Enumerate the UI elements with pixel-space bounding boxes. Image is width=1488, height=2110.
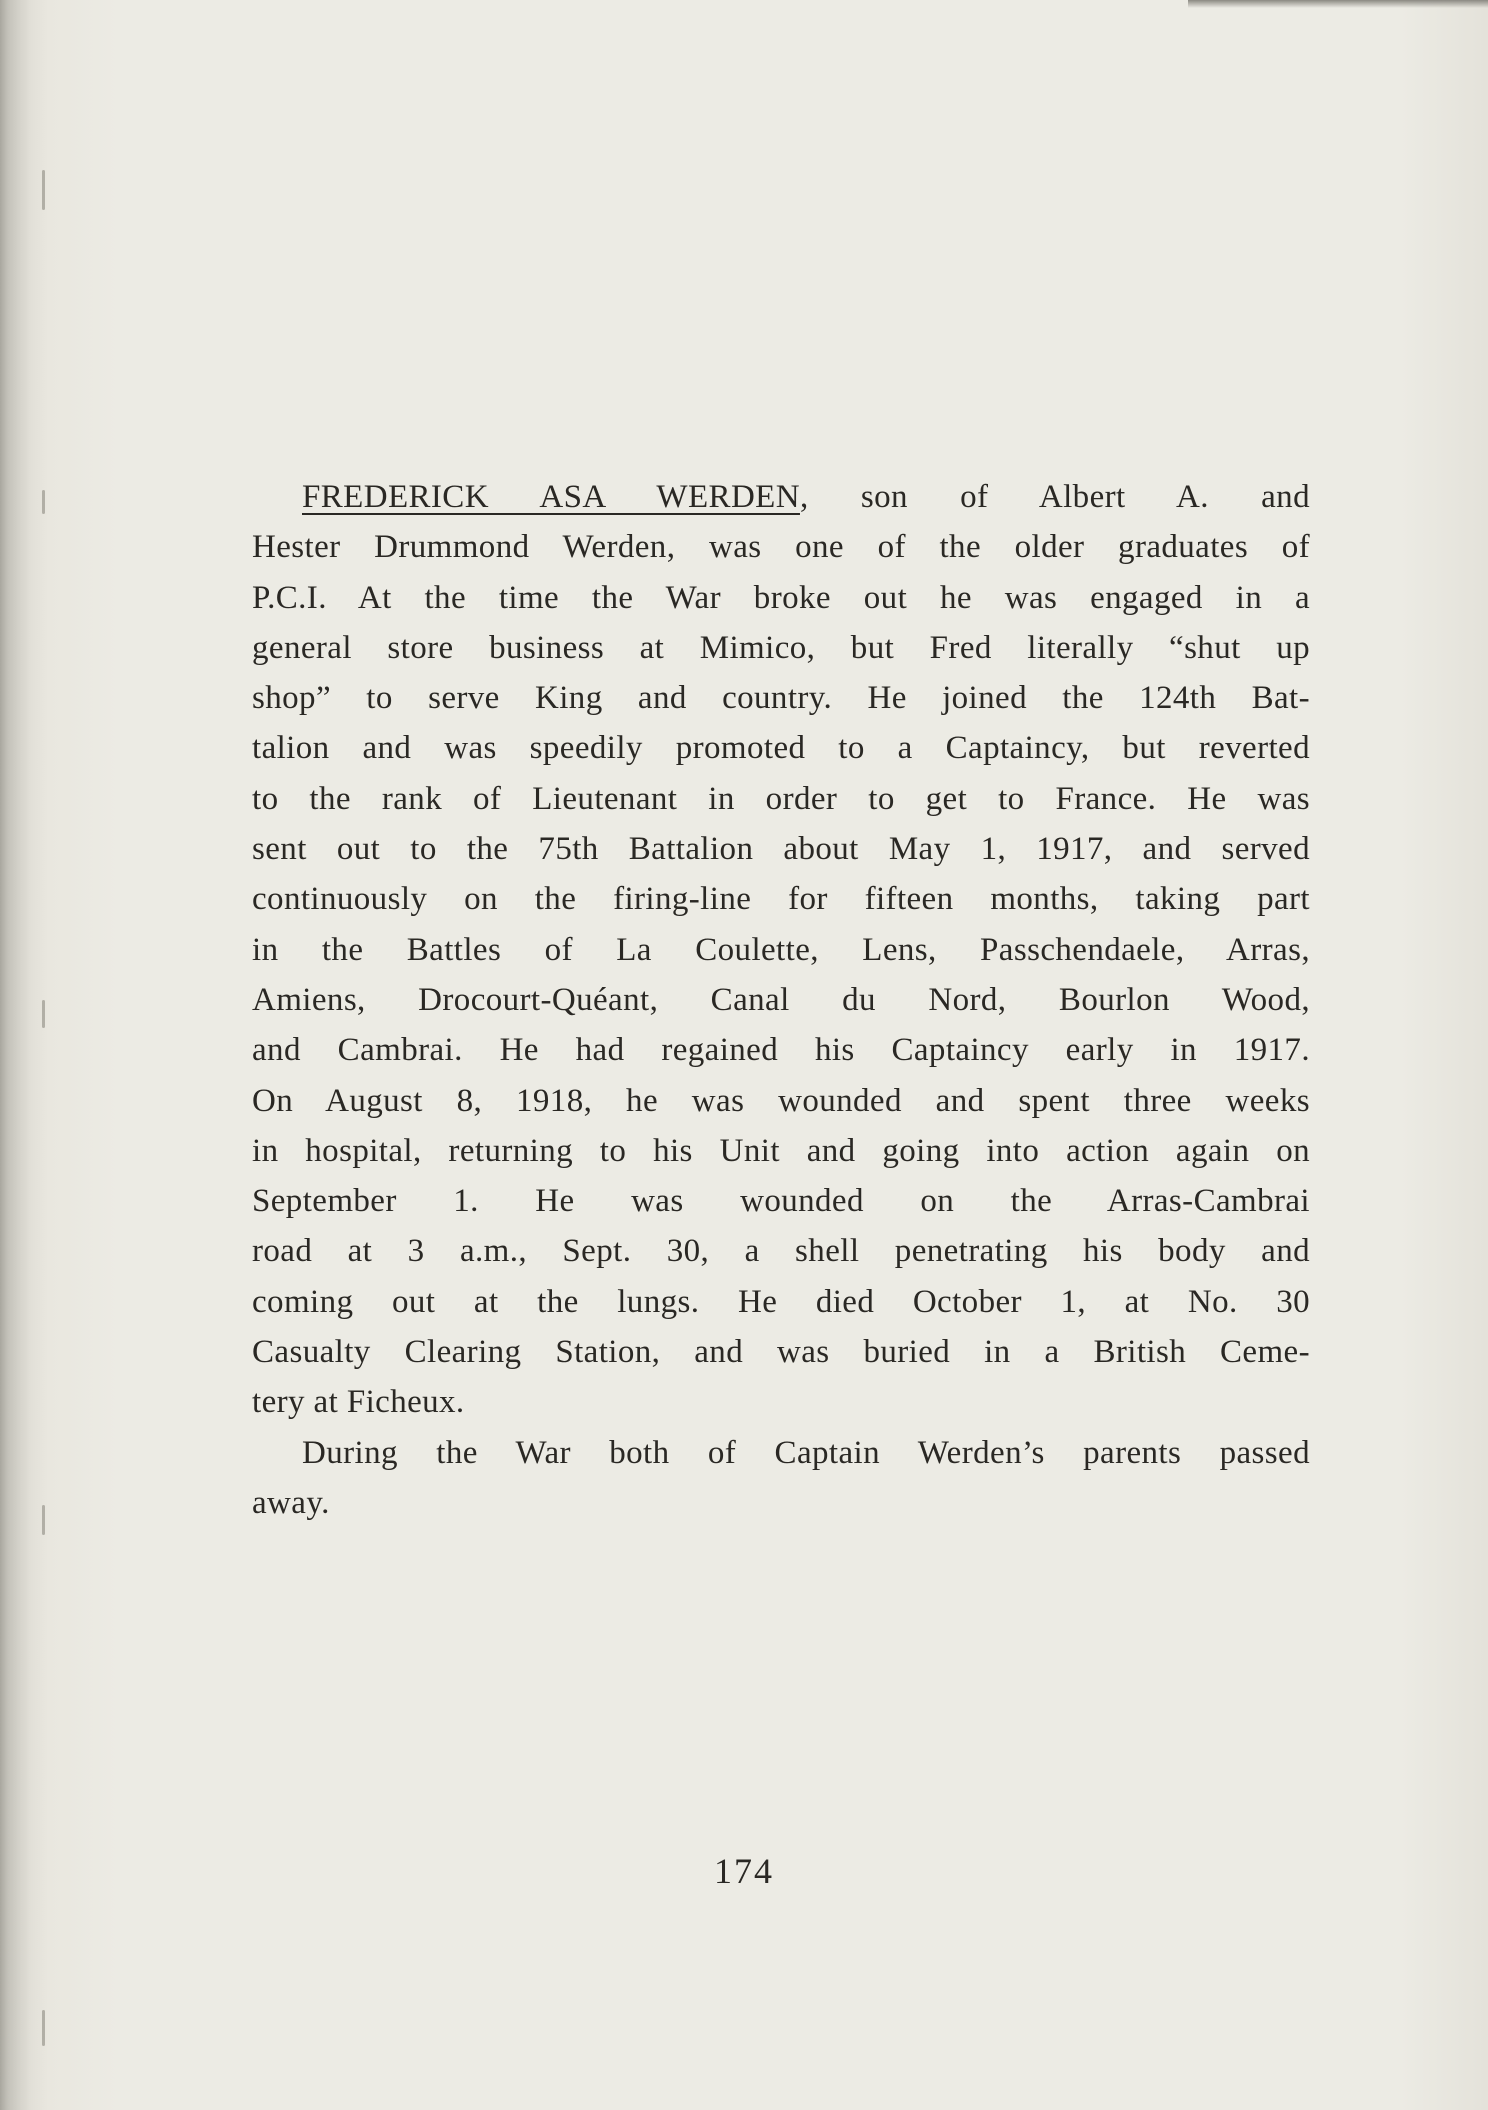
text-line: sent out to the 75th Battalion about May 1, 1917, and served	[252, 831, 1310, 868]
binding-stitch-mark	[42, 490, 45, 514]
binding-stitch-mark	[42, 170, 45, 210]
text-line: general store business at Mimico, but Fred literally “shut up	[252, 629, 1310, 666]
text-line: Hester Drummond Werden, was one of the older graduates of	[252, 529, 1310, 566]
text-line: Amiens, Drocourt-Quéant, Canal du Nord, Bourlon Wood,	[252, 981, 1310, 1018]
text-line: September 1. He was wounded on the Arras-Cambrai	[252, 1183, 1310, 1220]
text-line: tery at Ficheux.	[252, 1384, 465, 1421]
text-line: On August 8, 1918, he was wounded and spent three weeks	[252, 1082, 1310, 1119]
text-line: During the War both of Captain Werden’s parents passed	[302, 1434, 1310, 1471]
paragraph-parents	[252, 1428, 1310, 1529]
person-name: FREDERICK ASA WERDEN	[302, 479, 800, 515]
text-line: away.	[252, 1484, 330, 1521]
page-number: 174	[714, 1851, 774, 1891]
binding-stitch-mark	[42, 2010, 45, 2046]
text-line: in hospital, returning to his Unit and going into action again on	[252, 1132, 1310, 1169]
text-line: talion and was speedily promoted to a Captaincy, but reverted	[252, 730, 1310, 767]
text-line: to the rank of Lieutenant in order to get to France. He was	[252, 780, 1310, 817]
text-line: shop” to serve King and country. He joined the 124th Bat-	[252, 680, 1310, 717]
line-text: , son of Albert A. and	[799, 479, 1310, 515]
text-line	[252, 472, 1310, 522]
text-line: in the Battles of La Coulette, Lens, Passchendaele, Arras,	[252, 931, 1310, 968]
page-top-shadow	[1188, 0, 1488, 8]
text-line: continuously on the firing-line for fifteen months, taking part	[252, 881, 1310, 918]
text-line: Casualty Clearing Station, and was buried in a British Ceme-	[252, 1334, 1310, 1371]
text-line: road at 3 a.m., Sept. 30, a shell penetrating his body and	[252, 1233, 1310, 1270]
paragraph-biography	[252, 472, 1310, 1428]
binding-stitch-mark	[42, 1000, 45, 1028]
text-line: coming out at the lungs. He died October 1, at No. 30	[252, 1283, 1310, 1320]
text-line: P.C.I. At the time the War broke out he was engaged in a	[252, 579, 1310, 616]
text-line: and Cambrai. He had regained his Captaincy early in 1917.	[252, 1032, 1310, 1069]
binding-stitch-mark	[42, 1505, 45, 1535]
memorial-text	[252, 472, 1310, 1528]
book-binding-edge	[0, 0, 30, 2110]
